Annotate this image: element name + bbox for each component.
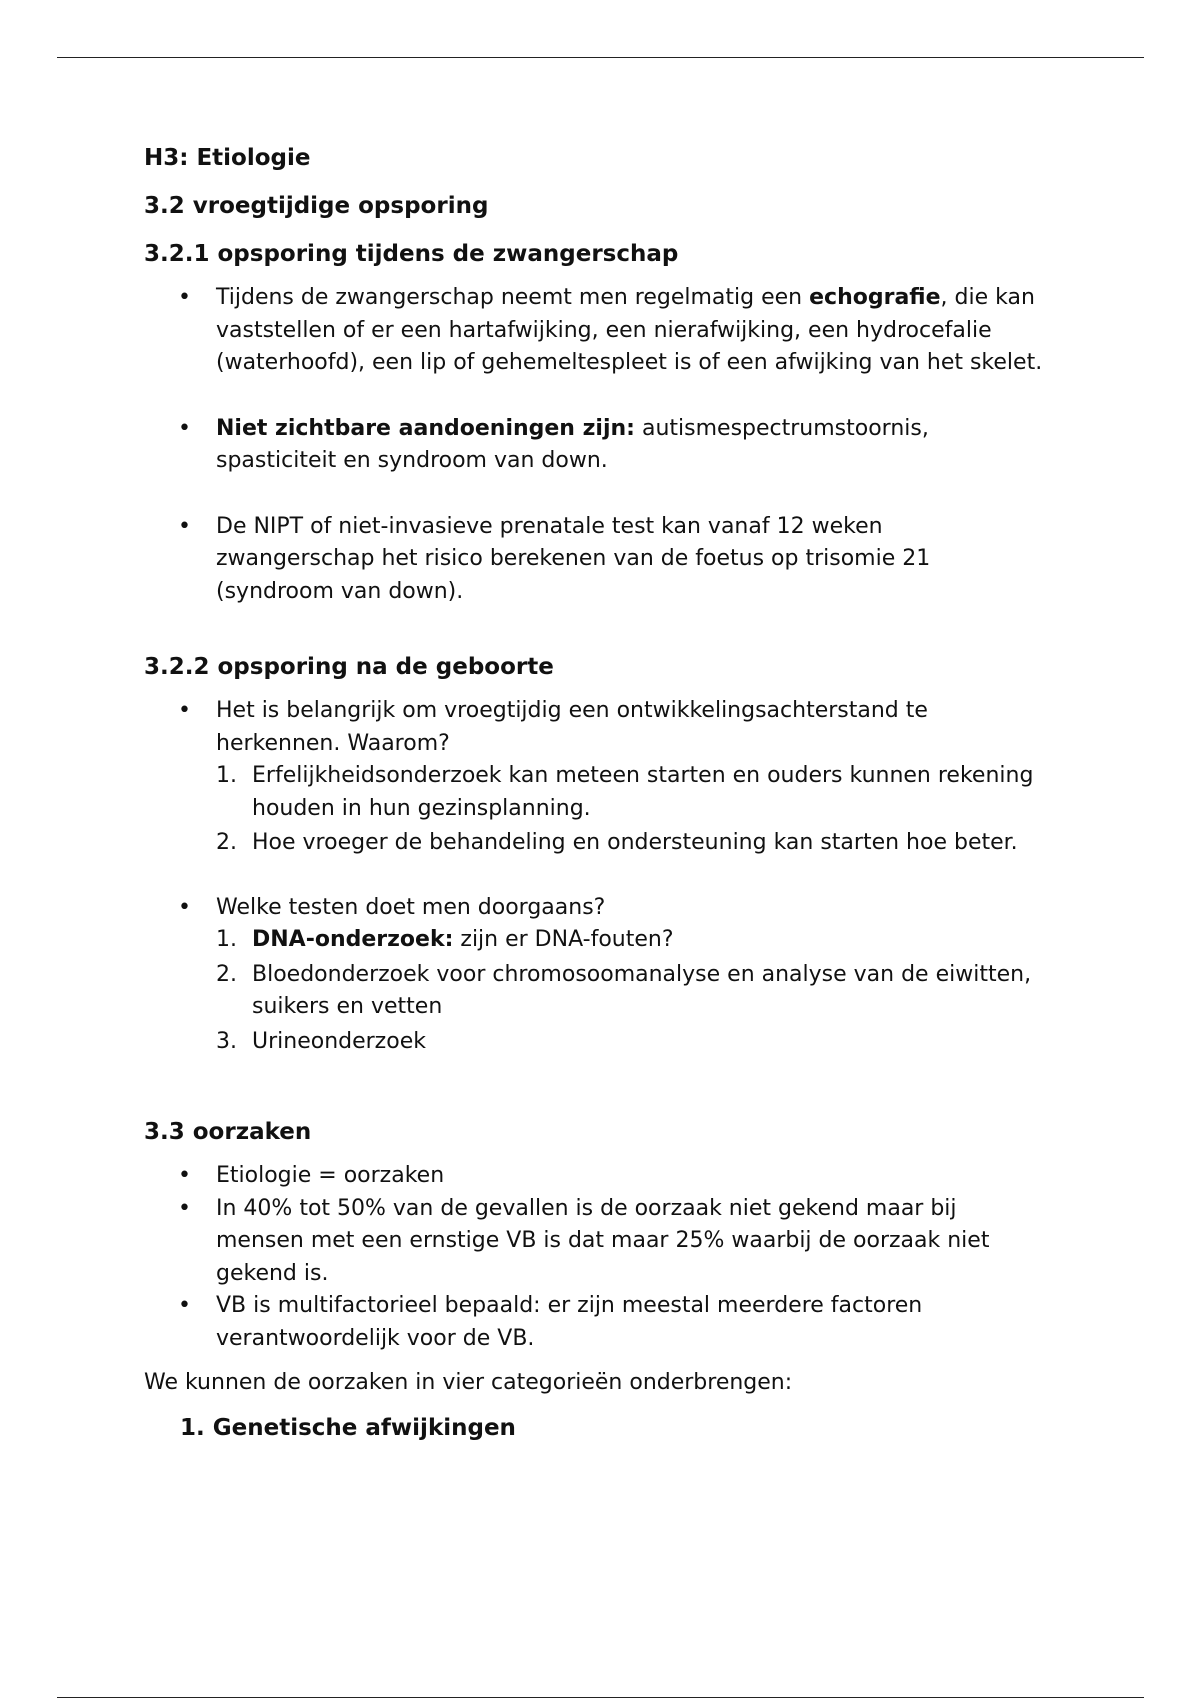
bullet-list-geboorte bbox=[144, 695, 1044, 1058]
numbered-list-testen bbox=[216, 924, 1044, 1058]
bullet-list-oorzaken bbox=[144, 1160, 1044, 1355]
numbered-list-waarom bbox=[216, 760, 1044, 860]
numbered-item: 2. Hoe vroeger de behandeling en ondersteuning kan starten hoe beter. bbox=[216, 830, 1018, 855]
list-item: • De NIPT of niet-invasieve prenatale test kan vanaf 12 weken zwangerschap het risico berekenen van de foetus op trisomie 21 (syndroom van down). bbox=[144, 511, 1044, 609]
footer-rule bbox=[57, 1697, 1144, 1698]
list-item: • In 40% tot 50% van de gevallen is de oorzaak niet gekend maar bij mensen met een ernstige VB is dat maar 25% waarbij de oorzaak niet gekend is. bbox=[144, 1193, 1044, 1291]
list-item: • VB is multifactorieel bepaald: er zijn meestal meerdere factoren verantwoordelijk voor de VB. bbox=[144, 1290, 1044, 1355]
section-heading-3-3: 3.3 oorzaken bbox=[144, 1119, 312, 1145]
paragraph-categorieen: We kunnen de oorzaken in vier categorieën onderbrengen: bbox=[144, 1370, 793, 1395]
section-heading-3-2-2: 3.2.2 opsporing na de geboorte bbox=[144, 654, 554, 680]
list-item: • Etiologie = oorzaken bbox=[144, 1160, 1044, 1193]
numbered-item: 3. Urineonderzoek bbox=[216, 1028, 426, 1054]
header-rule bbox=[57, 57, 1144, 58]
numbered-item: 1. Erfelijkheidsonderzoek kan meteen starten en ouders kunnen rekening houden in hun gezinsplanning. bbox=[216, 763, 1034, 821]
list-item: • Niet zichtbare aandoeningen zijn: autismespectrumstoornis, spasticiteit en syndroom van down. bbox=[144, 413, 1044, 478]
section-heading-3-2-1: 3.2.1 opsporing tijdens de zwangerschap bbox=[144, 241, 679, 267]
list-item: • Tijdens de zwangerschap neemt men regelmatig een echografie, die kan vaststellen of er een hartafwijking, een nierafwijking, een hydrocefalie (waterhoofd), een lip of gehemeltespleet is of een afwijking van het skelet. bbox=[144, 282, 1044, 380]
bullet-list-zwangerschap bbox=[144, 282, 1044, 608]
chapter-title: H3: Etiologie bbox=[144, 145, 311, 171]
numbered-item: 2. Bloedonderzoek voor chromosoomanalyse en analyse van de eiwitten, suikers en vetten bbox=[216, 961, 1032, 1019]
list-item: • Welke testen doet men doorgaans? 1. DNA-onderzoek: zijn er DNA-fouten? 2. Bloedonderzoek voor chromosoomanalyse en analyse van de eiwitten, suikers en vetten 3. Urineonderzoek bbox=[144, 892, 1044, 1059]
section-heading-3-2: 3.2 vroegtijdige opsporing bbox=[144, 193, 489, 219]
list-item: • Het is belangrijk om vroegtijdig een ontwikkelingsachterstand te herkennen. Waarom? 1. Erfelijkheidsonderzoek kan meteen starten en ouders kunnen rekening houden in hun gezinsplanning. 2. Hoe vroeger de behandeling en ondersteuning kan starten hoe beter. bbox=[144, 695, 1044, 860]
document-body bbox=[144, 142, 1044, 1444]
numbered-heading-genetische-afwijkingen: 1. Genetische afwijkingen bbox=[180, 1414, 516, 1441]
numbered-item: 1. DNA-onderzoek: zijn er DNA-fouten? bbox=[216, 927, 674, 952]
